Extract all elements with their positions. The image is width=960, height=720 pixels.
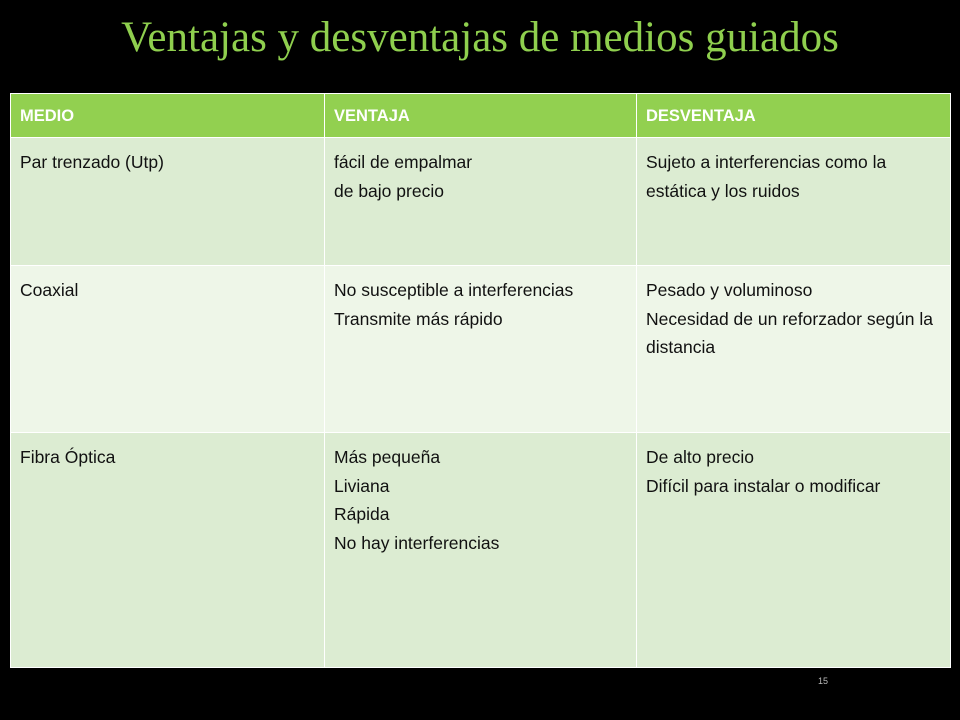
cell-text: No hay interferencias xyxy=(334,532,500,553)
table-row xyxy=(11,433,951,668)
cell-desventaja xyxy=(637,266,951,433)
cell-desventaja xyxy=(637,433,951,668)
cell-desventaja xyxy=(637,138,951,266)
table-row xyxy=(11,266,951,433)
table-header-row xyxy=(11,94,951,138)
page-number: 15 xyxy=(818,676,829,686)
header-ventaja: VENTAJA xyxy=(325,94,637,138)
cell-text: De alto precio xyxy=(646,447,754,467)
cell-text: Pesado y voluminoso xyxy=(646,280,813,300)
cell-text: Transmite más rápido xyxy=(334,308,503,329)
cell-text: Difícil para instalar o modificar xyxy=(646,475,881,496)
cell-text: fácil de empalmar xyxy=(334,152,473,172)
table-row xyxy=(11,138,951,266)
cell-text: de bajo precio xyxy=(334,180,444,201)
cell-text: Más pequeña xyxy=(334,447,441,467)
header-medio: MEDIO xyxy=(11,94,325,138)
cell-medio xyxy=(11,266,325,433)
cell-text: Sujeto a interferencias como la estática y los ruidos xyxy=(646,152,887,201)
cell-medio xyxy=(11,138,325,266)
cell-text: Necesidad de un reforzador según la distancia xyxy=(646,308,933,357)
cell-text: Fibra Óptica xyxy=(20,447,116,467)
cell-text: No susceptible a interferencias xyxy=(334,280,574,300)
cell-ventaja xyxy=(325,138,637,266)
cell-text: Rápida xyxy=(334,504,390,524)
cell-medio xyxy=(11,433,325,668)
cell-text: Coaxial xyxy=(20,280,79,300)
comparison-table xyxy=(10,93,951,668)
cell-text: Par trenzado (Utp) xyxy=(20,152,164,172)
header-desventaja: DESVENTAJA xyxy=(637,94,951,138)
cell-text: Liviana xyxy=(334,475,390,496)
cell-ventaja xyxy=(325,266,637,433)
cell-ventaja xyxy=(325,433,637,668)
slide-title: Ventajas y desventajas de medios guiados xyxy=(121,14,839,61)
